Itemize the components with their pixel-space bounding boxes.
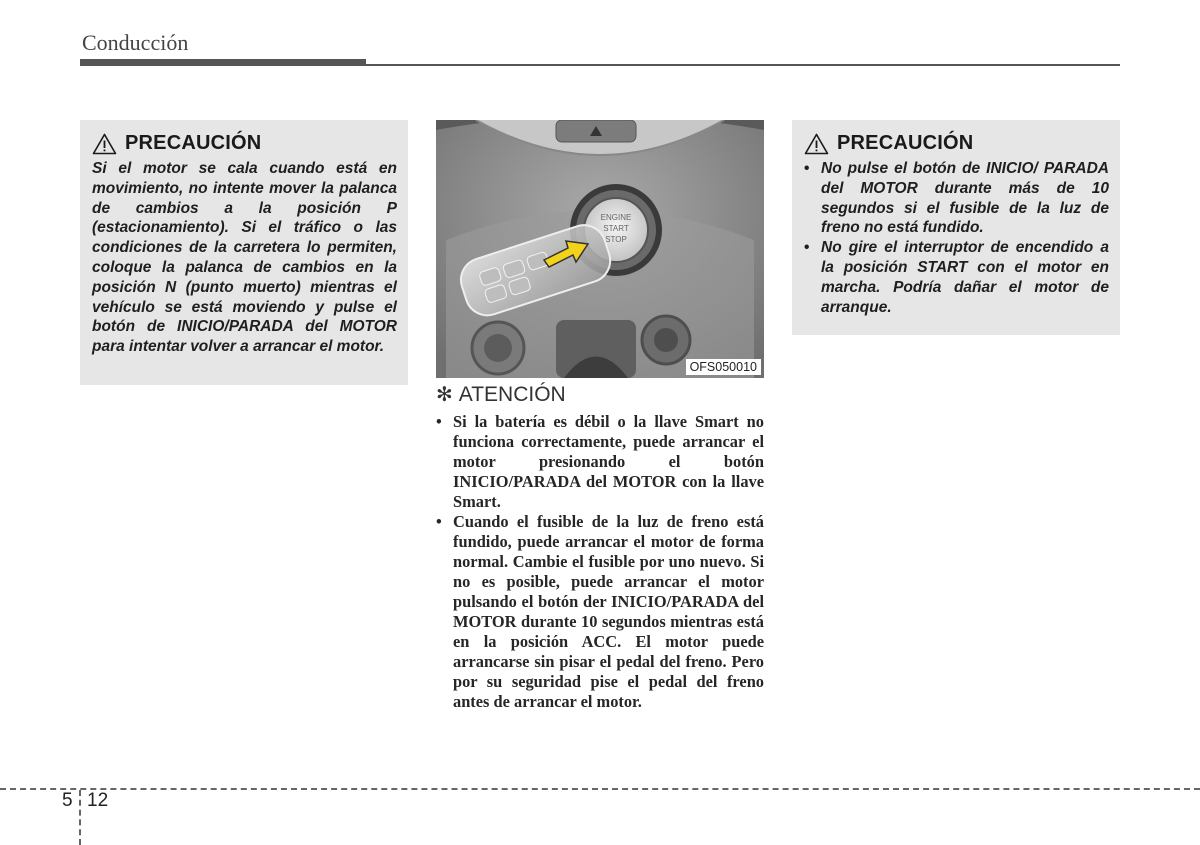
bullet: • [804,239,810,257]
caution-item [804,159,1109,238]
button-label-stop: STOP [605,235,627,244]
footer-divider [79,790,81,845]
caution-list [804,159,1109,317]
page-number: 12 [87,790,109,811]
caution-title: PRECAUCIÓN [125,132,262,154]
figure-code: OFS050010 [686,359,761,375]
attention-header [436,383,566,407]
attention-item [436,412,764,512]
caution-header [92,132,397,155]
caution-item-text: No gire el interruptor de encendido a la posición START con el motor en marcha. Podría dañar el motor de arranque. [821,239,1109,316]
footer-rule [0,788,1200,790]
caution-item [804,238,1109,317]
engine-start-button-photo [436,120,764,378]
dashboard-illustration [436,120,764,378]
header-accent-bar [80,59,366,66]
attention-item-text: Cuando el fusible de la luz de freno está fundido, puede arrancar el motor de forma normal. Cambie el fusible por uno nuevo. Si no es posible, puede arrancar el motor pulsando el botón der INICIO/PARADA del MOTOR durante 10 segundos mientras está en la posición ACC. El motor puede arrancarse sin pisar el pedal del freno. Pero por su seguridad pise el pedal del freno antes de arrancar el motor. [453,512,764,711]
caution-text: Si el motor se cala cuando está en movimiento, no intente mover la palanca de cambios a la posición P (estacionamiento). Si el tráfico o las condiciones de la carretera lo permiten, coloque la palanca de cambios en la posición N (punto muerto) mientras el vehículo se está moviendo y pulse el botón de INICIO/PARADA del MOTOR para intentar volver a arrancar el motor. [92,160,397,356]
warning-triangle-icon [92,133,117,155]
caution-box-left [80,120,408,385]
bullet: • [436,512,442,531]
warning-triangle-icon [804,133,829,155]
button-label-start: START [603,224,629,233]
attention-title: ATENCIÓN [458,383,566,406]
asterisk-icon: ✻ [436,384,453,406]
attention-item-text: Si la batería es débil o la llave Smart no funciona correctamente, puede arrancar el motor presionando el botón INICIO/PARADA del MOTOR con la llave Smart. [453,412,764,511]
section-title: Conducción [82,30,189,55]
bullet: • [804,160,810,177]
caution-box-right [792,120,1120,335]
attention-list [436,412,764,712]
bullet: • [436,412,442,431]
attention-item [436,512,764,712]
button-label-engine: ENGINE [600,213,632,222]
caution-header [804,132,1109,155]
caution-title: PRECAUCIÓN [837,132,974,154]
chapter-number: 5 [62,790,73,811]
caution-item-text: No pulse el botón de INICIO/ PARADA del MOTOR durante más de 10 segundos si el fusible de la luz de freno no está fundido. [821,160,1109,237]
